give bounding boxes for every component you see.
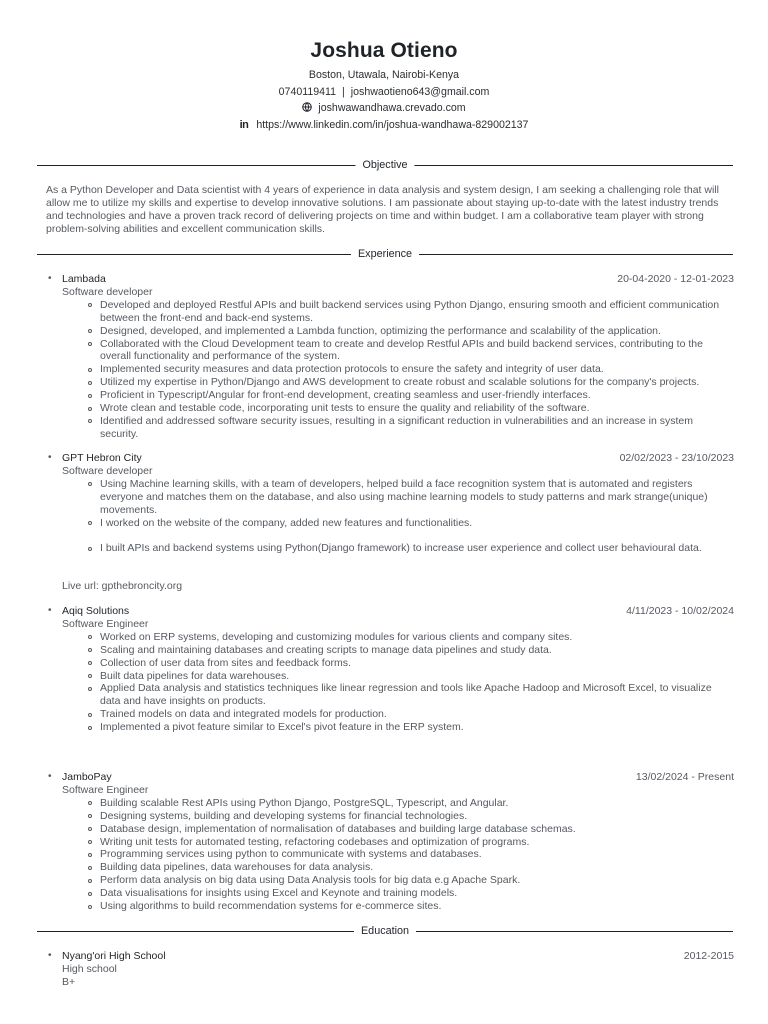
experience-entry xyxy=(46,452,734,555)
task-list xyxy=(100,797,734,913)
linkedin-link[interactable]: https://www.linkedin.com/in/joshua-wandhawa-829002137 xyxy=(256,118,529,131)
task-item: Implemented a pivot feature similar to Excel's pivot feature in the ERP system. xyxy=(100,721,734,734)
task-item: Built data pipelines for data warehouses. xyxy=(100,670,734,683)
date-range: 20-04-2020 - 12-01-2023 xyxy=(617,273,734,285)
section-title: Experience xyxy=(351,247,419,261)
company-name: Aqiq Solutions xyxy=(62,605,130,617)
company-name: GPT Hebron City xyxy=(62,452,142,464)
task-item: Collection of user data from sites and feedback forms. xyxy=(100,657,734,670)
resume-header xyxy=(0,38,768,133)
education-heading xyxy=(37,924,733,938)
bullet-dot: • xyxy=(48,771,52,782)
bullet-dot: • xyxy=(48,452,52,463)
job-title: Software Engineer xyxy=(62,617,149,630)
linkedin-icon: in xyxy=(239,118,249,131)
job-title: Software developer xyxy=(62,285,153,298)
website-line xyxy=(0,100,768,117)
section-title: Objective xyxy=(355,158,414,172)
objective-text: As a Python Developer and Data scientist with 4 years of experience in data analysis and system design, I am seeking a challenging role that will allow me to utilize my skills and expertise to develop innovative solutions. I am passionate about staying up-to-date with the latest industry trends and technologies and have a proven track record of delivering projects on time and within budget. I am a collaborative team player with strong problem-solving abilities and excellent communication skills. xyxy=(46,184,719,235)
task-list xyxy=(100,478,734,555)
objective-heading xyxy=(37,158,733,172)
task-item: Implemented security measures and data protection protocols to ensure the safety and integrity of user data. xyxy=(100,363,734,376)
contact-separator: | xyxy=(342,85,345,98)
task-item: Utilized my expertise in Python/Django and AWS development to create robust and scalable solutions for the company's projects. xyxy=(100,376,734,389)
task-item: Trained models on data and integrated models for production. xyxy=(100,708,734,721)
date-range: 13/02/2024 - Present xyxy=(635,771,734,783)
location: Boston, Utawala, Nairobi-Kenya xyxy=(308,69,460,81)
experience-entry xyxy=(46,605,734,735)
job-title: Software developer xyxy=(62,464,153,477)
task-item: Perform data analysis on big data using Data Analysis tools for big data e.g Apache Spark. xyxy=(100,874,734,887)
linkedin-line xyxy=(0,117,768,134)
website-link[interactable]: joshwawandhawa.crevado.com xyxy=(318,102,466,114)
task-item: Designing systems, building and developing systems for financial technologies. xyxy=(100,810,734,823)
task-item: Building data pipelines, data warehouses for data analysis. xyxy=(100,861,734,874)
bullet-dot: • xyxy=(48,273,52,284)
task-item: Using algorithms to build recommendation systems for e-commerce sites. xyxy=(100,900,734,913)
experience-entry xyxy=(46,273,734,443)
date-range: 2012-2015 xyxy=(683,950,734,962)
task-item: Applied Data analysis and statistics techniques like linear regression and tools like Apache Hadoop and Microsoft Excel, to visualize data and have insights on products. xyxy=(100,682,734,708)
phone-email-line xyxy=(0,84,768,101)
date-range: 4/11/2023 - 10/02/2024 xyxy=(626,605,734,617)
job-title: Software Engineer xyxy=(62,783,149,796)
education-level: High school xyxy=(62,962,117,975)
task-list xyxy=(100,299,734,441)
task-item: Scaling and maintaining databases and creating scripts to manage data pipelines and study data. xyxy=(100,644,734,657)
task-item: Designed, developed, and implemented a Lambda function, optimizing the performance and scalability of the application. xyxy=(100,325,734,338)
task-item: Writing unit tests for automated testing, refactoring codebases and optimization of programs. xyxy=(100,836,734,849)
grade: B+ xyxy=(62,975,76,988)
company-name: JamboPay xyxy=(62,771,112,783)
email-link[interactable]: joshwaotieno643@gmail.com xyxy=(350,85,490,98)
experience-entry xyxy=(46,771,734,916)
school-name: Nyang'ori High School xyxy=(62,950,166,962)
task-list xyxy=(100,631,734,734)
live-url-link[interactable]: Live url: gpthebroncity.org xyxy=(62,580,183,592)
education-entry xyxy=(46,950,734,990)
experience-heading xyxy=(37,247,733,261)
task-item: Identified and addressed software security issues, resulting in a significant reduction in vulnerabilities and an increase in system security. xyxy=(100,415,734,441)
task-item: Wrote clean and testable code, incorporating unit tests to ensure the quality and reliability of the software. xyxy=(100,402,734,415)
section-title: Education xyxy=(354,924,416,938)
task-item: Collaborated with the Cloud Development team to create and develop Restful APIs and build backend services, contributing to the overall functionality and performance of the system. xyxy=(100,338,734,364)
task-item: Building scalable Rest APIs using Python Django, PostgreSQL, Typescript, and Angular. xyxy=(100,797,734,810)
bullet-dot: • xyxy=(48,950,52,961)
task-item: Developed and deployed Restful APIs and built backend services using Python Django, ensuring smooth and efficient communication between the front-end and back-end systems. xyxy=(100,299,734,325)
task-item: I built APIs and backend systems using Python(Django framework) to increase user experience and collect user behavioural data. xyxy=(100,542,734,555)
task-item: Data visualisations for insights using Excel and Keynote and training models. xyxy=(100,887,734,900)
task-item: I worked on the website of the company, added new features and functionalities. xyxy=(100,517,734,530)
task-item: Using Machine learning skills, with a team of developers, helped build a face recognition system that is automated and registers everyone and matches them on the database, and also using machine learning models to study patterns and mark strange(unique) movements. xyxy=(100,478,734,517)
globe-icon xyxy=(302,102,312,112)
date-range: 02/02/2023 - 23/10/2023 xyxy=(619,452,734,464)
candidate-name: Joshua Otieno xyxy=(310,39,458,62)
phone: 0740119411 xyxy=(278,85,337,98)
task-item: Worked on ERP systems, developing and customizing modules for various clients and company sites. xyxy=(100,631,734,644)
task-item: Proficient in Typescript/Angular for front-end development, creating seamless and user-friendly interfaces. xyxy=(100,389,734,402)
task-item: Database design, implementation of normalisation of databases and building large database schemas. xyxy=(100,823,734,836)
company-name: Lambada xyxy=(62,273,106,285)
task-item: Programming services using python to communicate with systems and databases. xyxy=(100,848,734,861)
bullet-dot: • xyxy=(48,605,52,616)
